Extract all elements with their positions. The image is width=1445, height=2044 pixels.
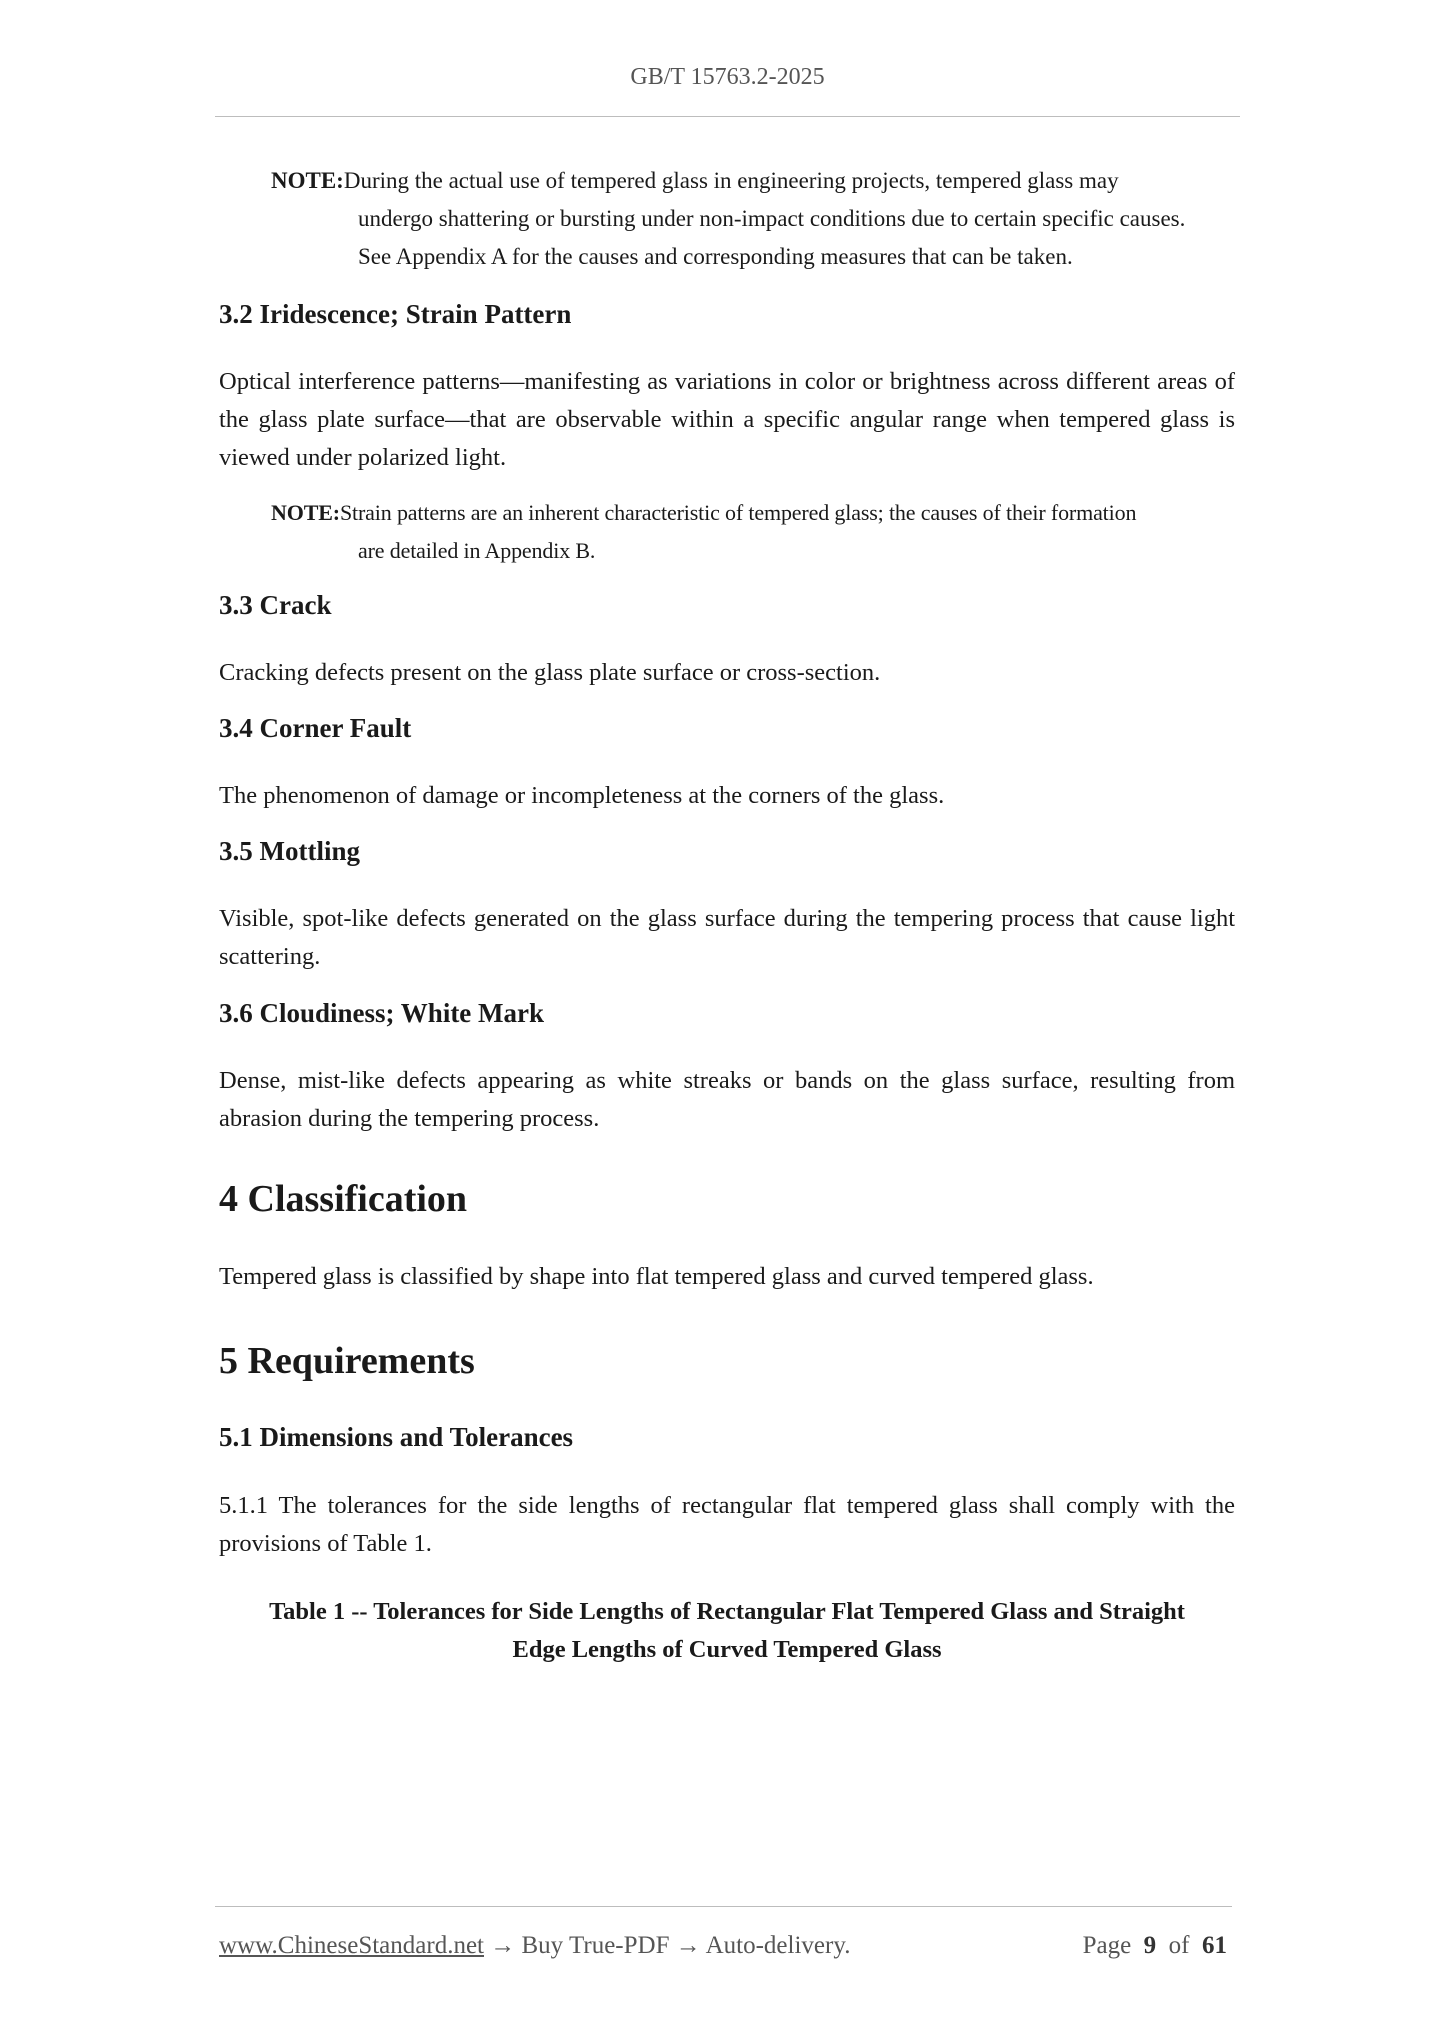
page-content [219,162,1235,1669]
section-heading-3-4: 3.4 Corner Fault [219,713,412,743]
arrow-icon: → [490,1932,516,1959]
table-1-caption [219,1593,1235,1669]
of-word: of [1168,1932,1190,1959]
footer-promo [219,1932,850,1960]
section-heading-4: 4 Classification [219,1178,468,1220]
note-label: NOTE: [271,500,340,525]
header-divider [215,116,1240,117]
section-heading-3-5: 3.5 Mottling [219,836,360,866]
footer-divider [215,1906,1232,1907]
arrow-icon: → [675,1932,701,1959]
section-heading-3-2: 3.2 Iridescence; Strain Pattern [219,299,572,329]
note-text-line: During the actual use of tempered glass in engineering projects, tempered glass may [343,168,1119,193]
section-body-5-1-1: 5.1.1 The tolerances for the side lengths of rectangular flat tempered glass shall comply with the provisions of Table 1. [219,1492,1235,1557]
website-link[interactable]: www.ChineseStandard.net [219,1932,484,1959]
note-strain-pattern [271,494,1235,570]
table-caption-line: Table 1 -- Tolerances for Side Lengths of Rectangular Flat Tempered Glass and Straight [269,1598,1185,1625]
note-text-line: are detailed in Appendix B. [358,538,596,563]
section-heading-5: 5 Requirements [219,1340,475,1382]
current-page-number: 9 [1143,1932,1157,1959]
auto-delivery-text: Auto-delivery. [705,1932,851,1959]
note-shattering [271,162,1235,276]
note-label: NOTE: [271,168,344,193]
section-heading-3-6: 3.6 Cloudiness; White Mark [219,998,545,1028]
section-body-3-4: The phenomenon of damage or incompleteness at the corners of the glass. [219,782,945,809]
note-text-line: See Appendix A for the causes and corresponding measures that can be taken. [358,244,1073,269]
total-page-count: 61 [1202,1932,1227,1959]
section-body-4: Tempered glass is classified by shape into flat tempered glass and curved tempered glass. [219,1263,1094,1290]
table-caption-line: Edge Lengths of Curved Tempered Glass [512,1636,942,1663]
page-number [1083,1932,1227,1960]
page-word: Page [1082,1932,1132,1959]
document-id-header: GB/T 15763.2-2025 [630,64,825,90]
section-heading-5-1: 5.1 Dimensions and Tolerances [219,1422,574,1452]
note-text-line: undergo shattering or bursting under non-impact conditions due to certain specific causes. [358,206,1186,231]
section-body-3-6: Dense, mist-like defects appearing as white streaks or bands on the glass surface, resulting from abrasion during the tempering process. [219,1067,1235,1132]
section-heading-3-3: 3.3 Crack [219,590,332,620]
section-body-3-2: Optical interference patterns—manifesting as variations in color or brightness across different areas of the glass plate surface—that are observable within a specific angular range when tempered glass is viewed under polarized light. [219,368,1235,471]
section-body-3-5: Visible, spot-like defects generated on the glass surface during the tempering process that cause light scattering. [219,905,1235,970]
section-body-3-3: Cracking defects present on the glass plate surface or cross-section. [219,659,881,686]
buy-true-pdf-text: Buy True-PDF [521,1932,670,1959]
note-text-line: Strain patterns are an inherent characteristic of tempered glass; the causes of their formation [339,500,1137,525]
